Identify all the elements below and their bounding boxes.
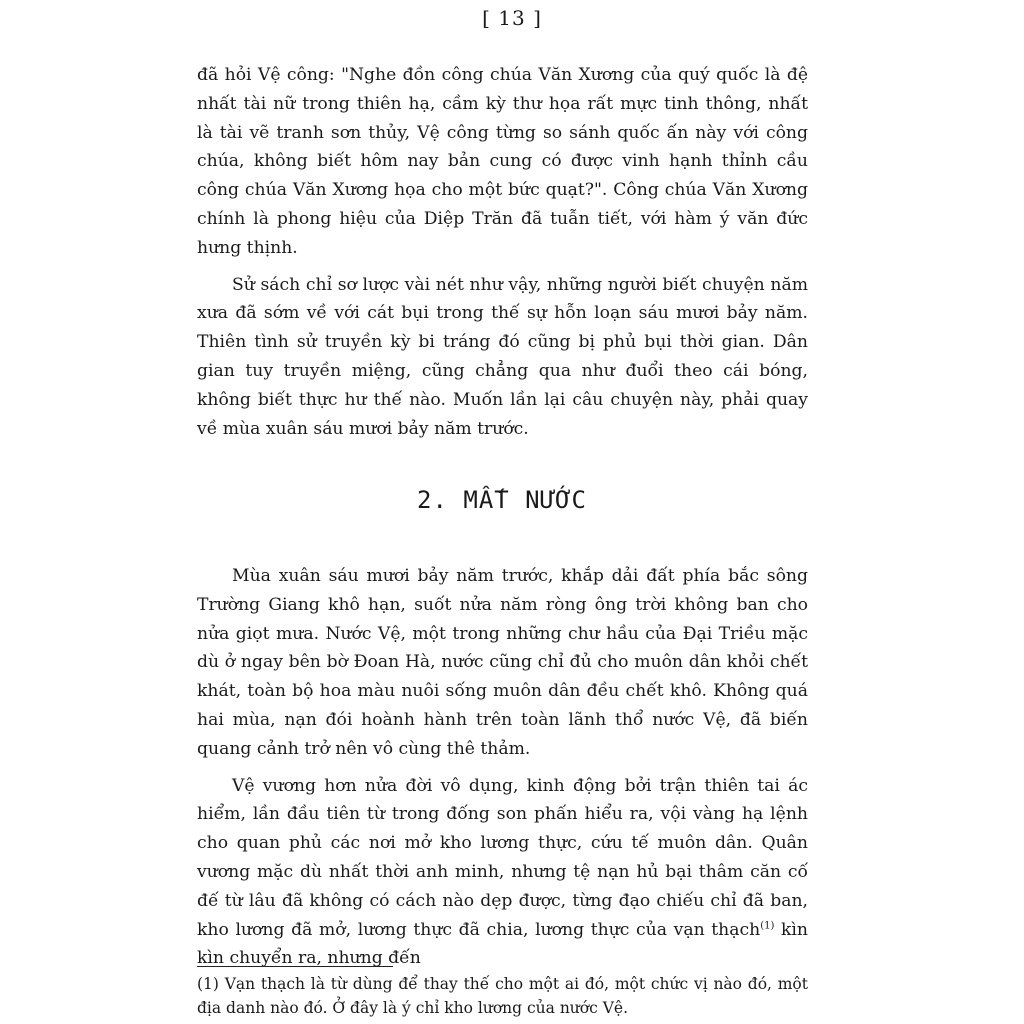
paragraph-text: kìn kìn chuyển ra, nhưng đến	[197, 919, 808, 969]
footnote: (1) Vạn thạch là từ dùng để thay thế cho một ai đó, một chức vị nào đó, một địa danh nào đó. Ở đây là ý chỉ kho lương của nước Vệ.	[197, 975, 808, 1017]
paragraph: đã hỏi Vệ công: "Nghe đồn công chúa Văn Xương của quý quốc là đệ nhất tài nữ trong thiên hạ, cầm kỳ thư họa rất mực tinh thông, nhất là tài vẽ tranh sơn thủy, Vệ công từng so sánh quốc ấn này với công chúa, không biết hôm nay bản cung có được vinh hạnh thỉnh cầu công chúa Văn Xương họa cho một bức quạt?". Công chúa Văn Xương chính là phong hiệu của Diệp Trăn đã tuẫn tiết, với hàm ý văn đức hưng thịnh.	[197, 65, 808, 258]
section-1-text	[197, 61, 808, 451]
footnote-reference: (1)	[760, 919, 775, 931]
chapter-title: 2. MẤT NƯỚC	[417, 486, 587, 514]
paragraph: Sử sách chỉ sơ lược vài nét như vậy, những người biết chuyện năm xưa đã sớm về với cát bụi trong thế sự hỗn loạn sáu mươi bảy năm. Thiên tình sử truyền kỳ bi tráng đó cũng bị phủ bụi thời gian. Dân gian tuy truyền miệng, cũng chẳng qua như đuổi theo cái bóng, không biết thực hư thế nào. Muốn lần lại câu chuyện này, phải quay về mùa xuân sáu mươi bảy năm trước.	[197, 274, 808, 439]
paragraph: Mùa xuân sáu mươi bảy năm trước, khắp dải đất phía bắc sông Trường Giang khô hạn, suốt nửa năm ròng ông trời không ban cho nửa giọt mưa. Nước Vệ, một trong những chư hầu của Đại Triều mặc dù ở ngay bên bờ Đoan Hà, nước cũng chỉ đủ cho muôn dân khỏi chết khát, toàn bộ hoa màu nuôi sống muôn dân đều chết khô. Không quá hai mùa, nạn đói hoành hành trên toàn lãnh thổ nước Vệ, đã biến quang cảnh trở nên vô cùng thê thảm.	[197, 566, 808, 759]
section-2-text	[197, 562, 808, 981]
page-number: [ 13 ]	[482, 6, 542, 30]
footnote-divider	[197, 966, 393, 967]
paragraph	[197, 772, 808, 974]
paragraph-text: Vệ vương hơn nửa đời vô dụng, kinh động bởi trận thiên tai ác hiểm, lần đầu tiên từ trong đống son phấn hiểu ra, vội vàng hạ lệnh cho quan phủ các nơi mở kho lương thực, cứu tế muôn dân. Quân vương mặc dù nhất thời anh minh, nhưng tệ nạn hủ bại thâm căn cố đế từ lâu đã không có cách nào dẹp được, từng đạo chiếu chỉ đã ban, kho lương đã mở, lương thực đã chia, lương thực của vạn thạch	[197, 775, 808, 940]
